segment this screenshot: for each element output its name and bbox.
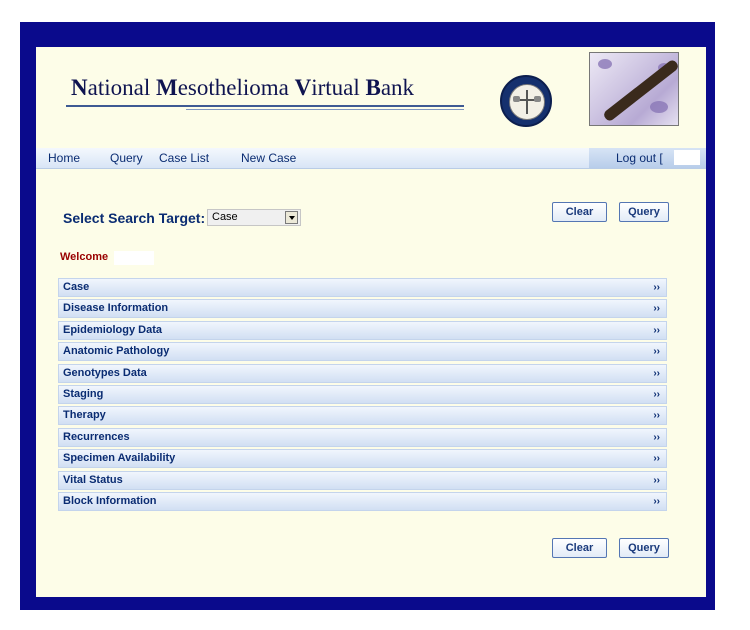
nav-home[interactable]: Home xyxy=(48,151,81,165)
section-staging[interactable]: Staging ›› xyxy=(58,385,667,404)
outer-frame xyxy=(20,22,715,610)
title-underline xyxy=(66,105,464,107)
expand-arrow-icon[interactable]: ›› xyxy=(653,495,660,507)
search-target-select[interactable] xyxy=(207,209,301,226)
section-recurrences[interactable]: Recurrences ›› xyxy=(58,428,667,447)
nav-case-list[interactable]: Case List xyxy=(159,151,210,165)
expand-arrow-icon[interactable]: ›› xyxy=(653,303,660,315)
clear-button-top[interactable]: Clear xyxy=(552,202,607,222)
section-therapy[interactable]: Therapy ›› xyxy=(58,406,667,425)
section-block-information[interactable]: Block Information ›› xyxy=(58,492,667,511)
section-case[interactable]: Case ›› xyxy=(58,278,667,297)
section-genotypes-data[interactable]: Genotypes Data ›› xyxy=(58,364,667,383)
query-button-bottom[interactable]: Query xyxy=(619,538,669,558)
expand-arrow-icon[interactable]: ›› xyxy=(653,431,660,443)
welcome-text: Welcome xyxy=(60,251,109,263)
query-button-top[interactable]: Query xyxy=(619,202,669,222)
section-specimen-availability[interactable]: Specimen Availability ›› xyxy=(58,449,667,468)
search-target-label: Select Search Target: xyxy=(63,210,206,226)
expand-arrow-icon[interactable]: ›› xyxy=(653,324,660,336)
section-epidemiology-data[interactable]: Epidemiology Data ›› xyxy=(58,321,667,340)
expand-arrow-icon[interactable]: ›› xyxy=(653,453,660,465)
expand-arrow-icon[interactable]: ›› xyxy=(653,346,660,358)
clear-button-bottom[interactable]: Clear xyxy=(552,538,607,558)
logout-link[interactable]: Log out [ xyxy=(616,151,663,165)
expand-arrow-icon[interactable]: ›› xyxy=(653,388,660,400)
microscopy-image-icon xyxy=(589,52,679,126)
expand-arrow-icon[interactable]: ›› xyxy=(653,367,660,379)
section-vital-status[interactable]: Vital Status ›› xyxy=(58,471,667,490)
university-seal-icon xyxy=(500,75,552,127)
logout-area xyxy=(589,148,706,168)
title-underline-secondary xyxy=(186,109,464,110)
username-redacted xyxy=(674,150,700,165)
section-disease-information[interactable]: Disease Information ›› xyxy=(58,299,667,318)
site-title: National Mesothelioma Virtual Bank xyxy=(71,75,415,100)
expand-arrow-icon[interactable]: ›› xyxy=(653,410,660,422)
section-accordion xyxy=(58,278,667,513)
page-container xyxy=(36,47,706,597)
chevron-down-icon[interactable] xyxy=(285,211,298,224)
section-anatomic-pathology[interactable]: Anatomic Pathology ›› xyxy=(58,342,667,361)
expand-arrow-icon[interactable]: ›› xyxy=(653,282,660,293)
search-target-value: Case xyxy=(212,211,238,223)
expand-arrow-icon[interactable]: ›› xyxy=(653,474,660,486)
nav-new-case[interactable]: New Case xyxy=(241,151,297,165)
header-banner xyxy=(36,47,706,147)
welcome-user-redacted xyxy=(114,251,154,265)
nav-query[interactable]: Query xyxy=(110,151,143,165)
